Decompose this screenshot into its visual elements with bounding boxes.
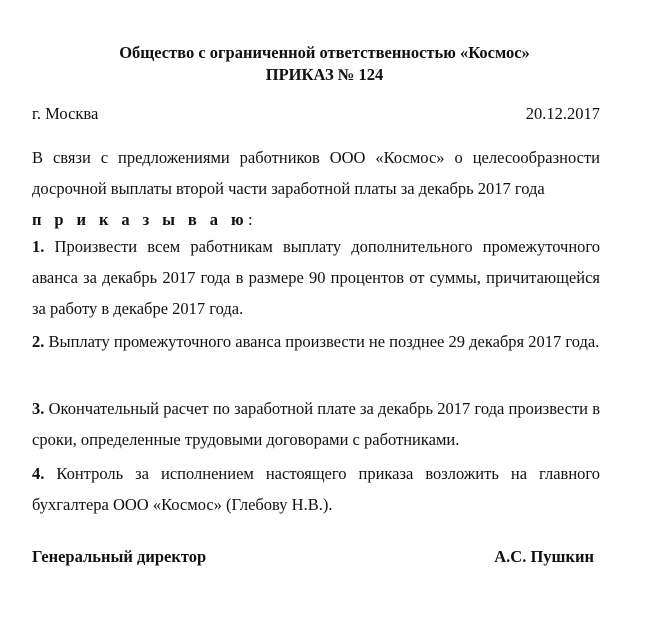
item-text: Выплату промежуточного аванса произвести не позднее 29 декабря 2017 года. (48, 332, 600, 351)
item-text: Произвести всем работникам выплату дополнительного промежуточного аванса за декабрь 2017 года в размере 90 процентов от суммы, причитающейся за работу в декабре 2017 года. (32, 237, 601, 318)
city-date-line (32, 104, 600, 124)
organization-title: Общество с ограниченной ответственностью «Космос» (119, 43, 530, 62)
order-date: 20.12.2017 (525, 104, 600, 123)
preamble-paragraph (32, 142, 600, 235)
city: г. Москва (32, 104, 99, 123)
order-item-4 (32, 458, 600, 520)
order-item-1 (32, 231, 600, 324)
order-item-3 (32, 393, 600, 455)
preamble-text: В связи с предложениями работников ООО «Космос» о целесообразности досрочной выплаты второй части заработной платы за декабрь 2017 года (32, 148, 600, 198)
order-word: п р и к а з ы в а ю (32, 210, 248, 229)
item-number: 3. (32, 399, 45, 418)
item-number: 4. (32, 464, 45, 483)
signer-name: А.С. Пушкин (494, 547, 594, 566)
document-header (0, 42, 649, 86)
item-text: Контроль за исполнением настоящего приказа возложить на главного бухгалтера ООО «Космос» (Глебову Н.В.). (32, 464, 601, 514)
signer-position: Генеральный директор (32, 547, 207, 566)
order-colon: : (247, 210, 253, 229)
item-text: Окончательный расчет по заработной плате за декабрь 2017 года произвести в сроки, определенные трудовыми договорами с работниками. (32, 399, 601, 449)
signature-line (32, 546, 594, 568)
item-number: 1. (32, 237, 45, 256)
order-item-2 (32, 326, 600, 357)
order-title: ПРИКАЗ № 124 (265, 65, 384, 84)
item-number: 2. (32, 332, 45, 351)
